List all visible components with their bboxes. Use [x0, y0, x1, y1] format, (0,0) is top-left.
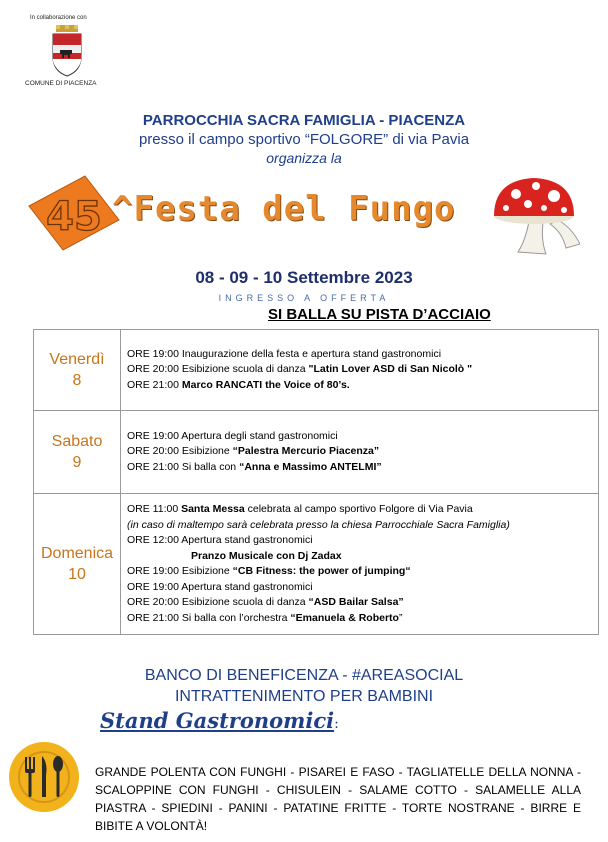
menu-list: GRANDE POLENTA CON FUNGHI - PISAREI E FASO - TAGLIATELLE DELLA NONNA - SCALOPPINE CON FUNGHI - CHISULEIN - SALAME COTTO - SALAMELLE ALLA PIASTRA - SPIEDINI - PANINI - PATATINE FRITTE - TORTE NOSTRANE - BIRRE E BIBITE A VOLONTÀ! — [95, 765, 581, 833]
program-line: ORE 21:00 Si balla con l’orchestra “Emanuela & Roberto” — [127, 611, 403, 624]
schedule-table — [33, 329, 599, 635]
day-name: Venerdì — [49, 351, 105, 368]
schedule-row-sabato — [34, 411, 599, 494]
comune-crest-icon — [50, 25, 84, 77]
mushroom-icon — [488, 172, 580, 258]
entry-note: INGRESSO A OFFERTA — [218, 293, 390, 303]
program-line: ORE 11:00 Santa Messa celebrata al campo sportivo Folgore di Via Pavia — [127, 503, 473, 515]
day-cell — [34, 411, 121, 494]
program-line: ORE 21:00 Si balla con “Anna e Massimo ANTELMI” — [127, 460, 382, 473]
day-program — [121, 411, 599, 494]
day-date: 9 — [72, 454, 82, 471]
schedule-row-venerdi — [34, 330, 599, 411]
event-dates: 08 - 09 - 10 Settembre 2023 — [195, 268, 413, 287]
location-line: presso il campo sportivo “FOLGORE” di via Pavia — [138, 131, 470, 148]
day-date: 10 — [68, 566, 86, 583]
program-line: Pranzo Musicale con Dj Zadax — [191, 549, 342, 562]
day-program — [121, 330, 599, 411]
day-cell — [34, 494, 121, 635]
program-line: ORE 19:00 Apertura degli stand gastronomici — [127, 429, 338, 442]
program-line: ORE 20:00 Esibizione scuola di danza “ASD Bailar Salsa” — [127, 596, 404, 608]
program-line: ORE 19:00 Apertura stand gastronomici — [127, 580, 313, 593]
parish-title: PARROCCHIA SACRA FAMIGLIA - PIACENZA — [142, 112, 466, 129]
comune-label: COMUNE DI PIACENZA — [25, 80, 97, 87]
dance-floor-note: SI BALLA SU PISTA D’ACCIAIO — [268, 306, 491, 323]
day-name: Sabato — [51, 433, 103, 450]
organizza-line: organizza la — [266, 150, 342, 166]
program-line: ORE 19:00 Esibizione “CB Fitness: the power of jumping“ — [127, 565, 411, 577]
kids-entertainment-line: INTRATTENIMENTO PER BAMBINI — [174, 688, 434, 705]
program-line: ORE 12:00 Apertura stand gastronomici — [127, 534, 313, 546]
program-line: (in caso di maltempo sarà celebrata presso la chiesa Parrocchiale Sacra Famiglia) — [127, 518, 510, 531]
banco-line: BANCO DI BENEFICENZA - #AREASOCIAL — [144, 667, 464, 684]
collaboration-label: In collaborazione con — [30, 15, 87, 21]
program-line: ORE 20:00 Esibizione “Palestra Mercurio Piacenza” — [127, 445, 380, 458]
stand-title: Stand Gastronomici: — [100, 708, 339, 733]
edition-number: 45 — [46, 194, 102, 240]
program-line: ORE 20:00 Esibizione scuola di danza "Latin Lover ASD di San Nicolò " — [127, 363, 473, 376]
cutlery-plate-icon — [8, 741, 80, 813]
day-cell — [34, 330, 121, 411]
festival-title: ^Festa del Fungo — [112, 189, 456, 229]
day-date: 8 — [72, 372, 82, 389]
number-diamond-icon — [25, 172, 123, 254]
schedule-row-domenica — [34, 494, 599, 635]
day-name: Domenica — [40, 545, 114, 562]
day-program — [121, 494, 599, 635]
program-line: ORE 19:00 Inaugurazione della festa e apertura stand gastronomici — [127, 347, 442, 360]
program-line: ORE 21:00 Marco RANCATI the Voice of 80’s. — [127, 378, 350, 391]
